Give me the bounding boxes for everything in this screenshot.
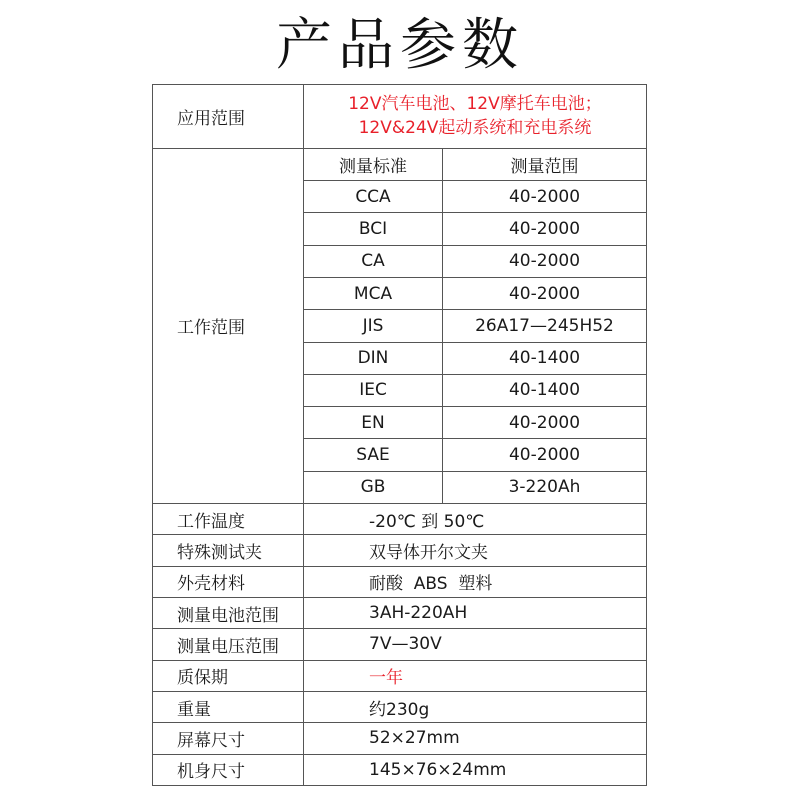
application-line-2: 12V&24V起动系统和充电系统 (358, 118, 592, 139)
spec-row (153, 660, 647, 691)
standard-cell: DIN (304, 342, 443, 374)
range-header: 测量范围 (443, 148, 647, 180)
spec-row (153, 566, 647, 597)
spec-label: 外壳材料 (153, 566, 304, 597)
spec-row (153, 598, 647, 629)
range-cell: 40-2000 (443, 277, 647, 309)
spec-table (152, 84, 647, 786)
range-cell: 40-2000 (443, 245, 647, 277)
application-row (153, 85, 647, 149)
spec-value: 约230g (304, 691, 647, 722)
spec-label: 测量电池范围 (153, 598, 304, 629)
spec-value: 145×76×24mm (304, 754, 647, 785)
standard-cell: CCA (304, 180, 443, 212)
page-title: 产品参数 (276, 13, 524, 78)
spec-row (153, 754, 647, 785)
spec-value: 3AH-220AH (304, 598, 647, 629)
working-range-header-row (153, 148, 647, 180)
spec-row (153, 504, 647, 535)
spec-row (153, 629, 647, 660)
spec-value: 52×27mm (304, 723, 647, 754)
standard-cell: IEC (304, 374, 443, 406)
standard-cell: EN (304, 407, 443, 439)
spec-value: 7V—30V (304, 629, 647, 660)
working-range-label: 工作范围 (153, 148, 304, 503)
spec-label: 质保期 (153, 660, 304, 691)
application-value (304, 85, 647, 149)
range-cell: 40-1400 (443, 374, 647, 406)
application-label: 应用范围 (153, 85, 304, 149)
range-cell: 40-2000 (443, 407, 647, 439)
spec-label: 特殊测试夹 (153, 535, 304, 566)
application-line-1: 12V汽车电池、12V摩托车电池； (348, 94, 602, 115)
standard-cell: MCA (304, 277, 443, 309)
standard-cell: SAE (304, 439, 443, 471)
range-cell: 26A17—245H52 (443, 310, 647, 342)
range-cell: 40-2000 (443, 439, 647, 471)
spec-label: 机身尺寸 (153, 754, 304, 785)
range-cell: 40-2000 (443, 180, 647, 212)
spec-label: 工作温度 (153, 504, 304, 535)
spec-label: 测量电压范围 (153, 629, 304, 660)
range-cell: 3-220Ah (443, 471, 647, 503)
range-cell: 40-2000 (443, 213, 647, 245)
standard-cell: GB (304, 471, 443, 503)
spec-value: -20℃ 到 50℃ (304, 504, 647, 535)
spec-label: 重量 (153, 691, 304, 722)
spec-row (153, 535, 647, 566)
standard-cell: CA (304, 245, 443, 277)
range-cell: 40-1400 (443, 342, 647, 374)
spec-value: 双导体开尔文夹 (304, 535, 647, 566)
standard-cell: BCI (304, 213, 443, 245)
standard-header: 测量标准 (304, 148, 443, 180)
spec-value: 耐酸 ABS 塑料 (304, 566, 647, 597)
spec-row (153, 723, 647, 754)
warranty-value: 一年 (304, 660, 647, 691)
spec-label: 屏幕尺寸 (153, 723, 304, 754)
spec-row (153, 691, 647, 722)
standard-cell: JIS (304, 310, 443, 342)
